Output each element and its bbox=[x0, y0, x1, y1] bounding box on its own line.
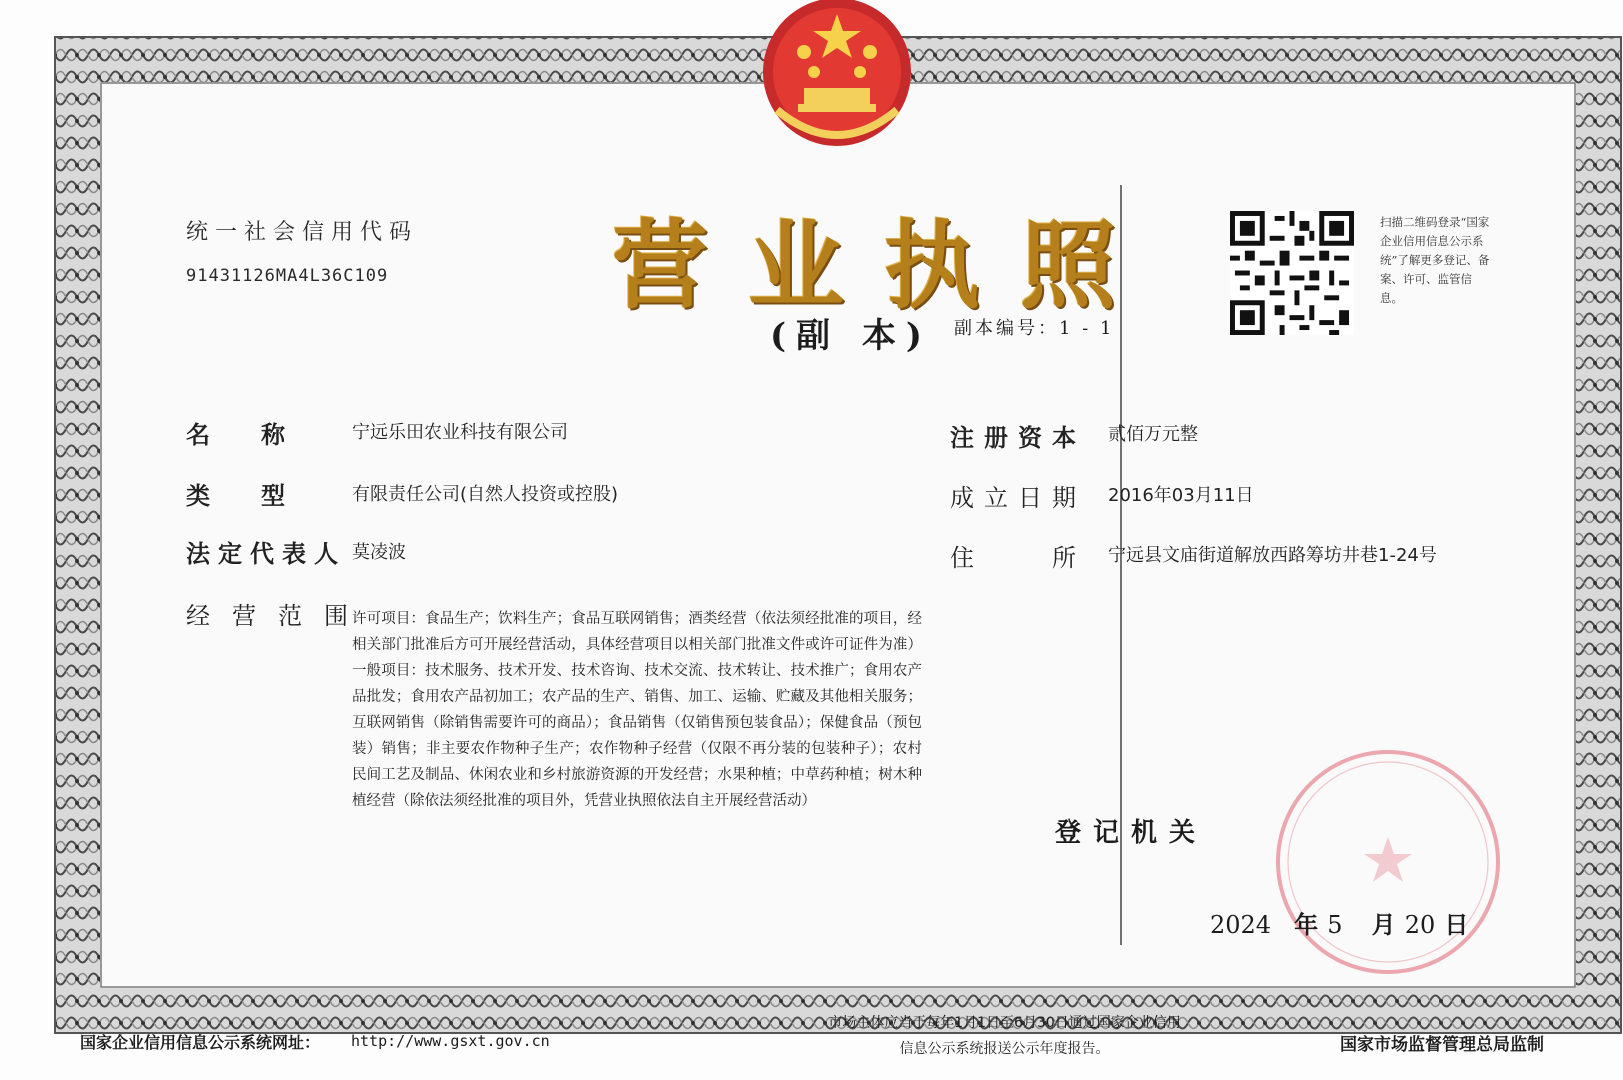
copy-number-label: 副本编号： bbox=[954, 318, 1059, 339]
registration-year: 2024 bbox=[1210, 911, 1272, 939]
qr-code-icon bbox=[1230, 211, 1354, 335]
scope-value: 许可项目：食品生产；饮料生产；食品互联网销售；酒类经营（依法须经批准的项目，经相关部门批准后方可开展经营活动，具体经营项目以相关部门批准文件或许可证件为准）一般项目：技术服务、技术开发、技术咨询、技术交流、技术转让、技术推广；食用农产品批发；食用农产品初加工；农产品的生产、销售、加工、运输、贮藏及其他相关服务；互联网销售（除销售需要许可的商品）；食品销售（仅销售预包装食品）；保健食品（预包装）销售；非主要农作物种子生产；农作物种子经营（仅限不再分装的包装种子）；农村民间工艺及制品、休闲农业和乡村旅游资源的开发经营；水果种植；中草药种植；树木种植经营（除依法须经批准的项目外，凭营业执照依法自主开展经营活动） bbox=[352, 611, 922, 809]
footer-site-label: 国家企业信用信息公示系统网址： bbox=[80, 1033, 321, 1052]
qr-code-note: 扫描二维码登录“国家企业信用信息公示系统”了解更多登记、备案、许可、监管信息。 bbox=[1380, 215, 1490, 305]
credit-code-label: 统一社会信用代码 bbox=[186, 220, 419, 245]
address-value: 宁远县文庙街道解放西路筹坊井巷1-24号 bbox=[1108, 545, 1437, 566]
registration-day: 20 bbox=[1404, 911, 1436, 939]
name-label: 名 称 bbox=[186, 421, 286, 449]
license-subtitle: (副 本) bbox=[770, 316, 933, 356]
registration-month: 5 bbox=[1327, 911, 1343, 939]
established-value: 2016年03月11日 bbox=[1108, 485, 1254, 506]
footer-supervisor: 国家市场监督管理总局监制 bbox=[1340, 1035, 1544, 1055]
copy-number-value: 1 - 1 bbox=[1059, 318, 1115, 339]
year-unit: 年 bbox=[1294, 911, 1319, 939]
footer-site-url[interactable]: http://www.gsxt.gov.cn bbox=[351, 1032, 550, 1050]
credit-code-value: 91431126MA4L36C109 bbox=[186, 266, 389, 286]
capital-value: 贰佰万元整 bbox=[1108, 424, 1198, 445]
type-value: 有限责任公司(自然人投资或控股) bbox=[352, 484, 619, 505]
legal-rep-value: 莫凌波 bbox=[352, 542, 406, 563]
day-unit: 日 bbox=[1444, 911, 1469, 939]
established-label: 成立日期 bbox=[950, 484, 1086, 512]
national-emblem-icon bbox=[752, 0, 922, 160]
capital-label: 注册资本 bbox=[950, 424, 1086, 452]
copy-number bbox=[954, 314, 1114, 340]
type-label: 类 型 bbox=[186, 482, 286, 510]
address-label: 住 所 bbox=[950, 544, 1086, 572]
name-value: 宁远乐田农业科技有限公司 bbox=[352, 422, 568, 443]
registration-authority-label: 登记机关 bbox=[1055, 818, 1208, 848]
scope-label: 经营范围 bbox=[186, 602, 370, 630]
registration-date bbox=[1210, 905, 1468, 940]
license-title: 营业执照 bbox=[612, 210, 1156, 322]
official-seal-icon bbox=[1268, 742, 1508, 982]
legal-rep-label: 法定代表人 bbox=[186, 540, 346, 568]
month-unit: 月 bbox=[1371, 911, 1396, 939]
footer-annual-report-note: 市场主体应当于每年1月1日至6月30日通过国家企业信用信息公示系统报送公示年度报告。 bbox=[828, 1015, 1181, 1057]
